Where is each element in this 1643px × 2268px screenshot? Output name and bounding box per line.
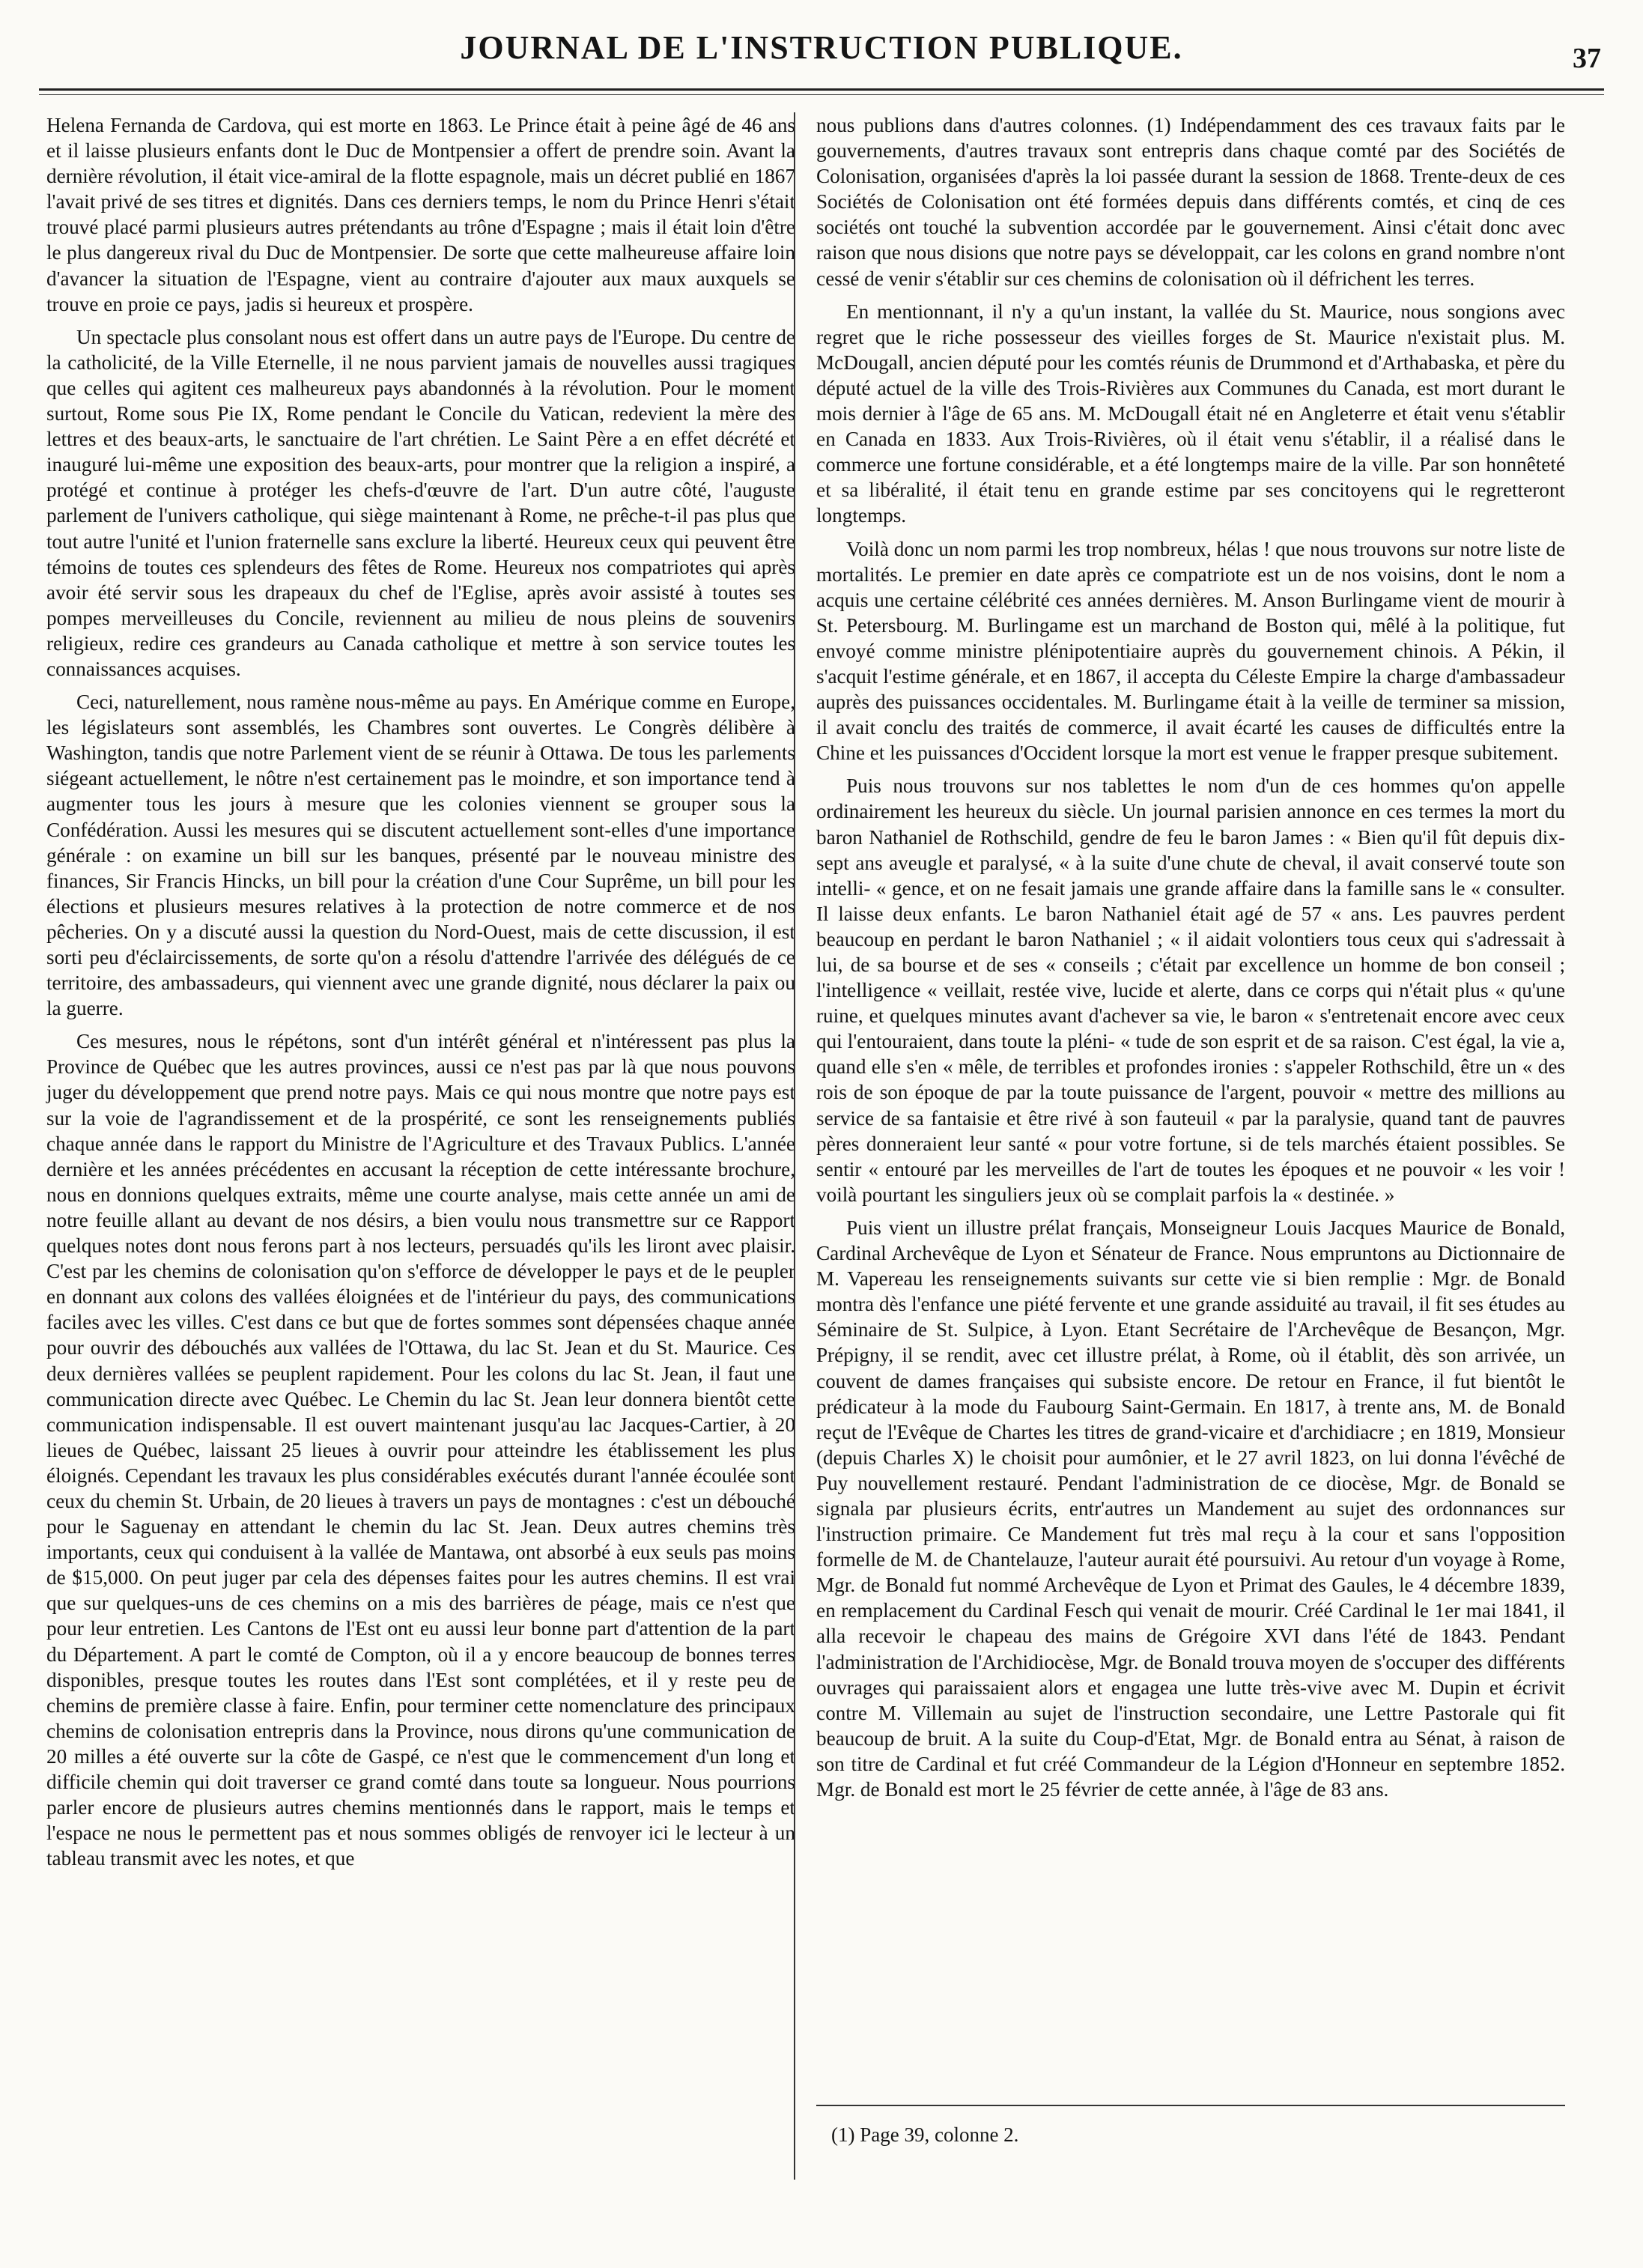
paragraph: Puis vient un illustre prélat français, Monseigneur Louis Jacques Maurice de Bonald, Cardinal Archevêque de Lyon et Sénateur de France. Nous empruntons au Dictionnaire de M. Vapereau les renseignements suivants sur cette vie si bien remplie : Mgr. de Bonald montra dès l'enfance une piété fervente et une grande assiduité au travail, il fit ses études au Séminaire de St. Sulpice, à Lyon. Etant Secrétaire de l'Archevêque de Besançon, Mgr. Prépigny, il se rendit, avec cet illustre prélat, à Rome, où il établit, dès son arrivée, un couvent de dames françaises qui subsiste encore. De retour en France, il fut bientôt le prédicateur à la mode du Faubourg Saint-Germain. En 1817, à trente ans, M. de Bonald reçut de l'Evêque de Chartes les titres de grand-vicaire et d'archidiacre ; en 1819, Monsieur (depuis Charles X) le choisit pour aumônier, et le 27 avril 1823, on lui donna l'évêché de Puy nouvellement restauré. Pendant l'administration de ce diocèse, Mgr. de Bonald se signala par plusieurs écrits, entr'autres un Mandement au sujet des ordonnances sur l'instruction primaire. Ce Mandement fut très mal reçu à la cour et sans l'opposition formelle de M. de Chantelauze, l'auteur aurait été poursuivi. Au retour d'un voyage à Rome, Mgr. de Bonald fut nommé Archevêque de Lyon et Primat des Gaules, le 4 décembre 1839, en remplacement du Cardinal Fesch qui venait de mourir. Créé Cardinal le 1er mai 1841, il alla recevoir le chapeau des mains de Grégoire XVI dans l'été de 1843. Pendant l'administration de l'Archidiocèse, Mgr. de Bonald trouva moyen de s'occuper des différents ouvrages qui paraissaient alors et engagea une lutte très-vive avec M. Dupin et écrivit contre M. Villemain au sujet de l'instruction secondaire, une Lettre Pastorale qui fit beaucoup de bruit. A la suite du Coup-d'Etat, Mgr. de Bonald entra au Sénat, à raison de son titre de Cardinal et fut créé Commandeur de la Légion d'Honneur en septembre 1852. Mgr. de Bonald est mort le 25 février de cette année, à l'âge de 83 ans.	[816, 1216, 1565, 1801]
paragraph: En mentionnant, il n'y a qu'un instant, la vallée du St. Maurice, nous songions avec regret que le riche possesseur des vieilles forges de St. Maurice n'existait plus. M. McDougall, ancien député pour les comtés réunis de Drummond et d'Arthabaska, et père du député actuel de la ville des Trois-Rivières aux Communes du Canada, est mort durant le mois dernier à l'âge de 65 ans. M. McDougall était né en Angleterre et était venu s'établir en Canada en 1833. Aux Trois-Rivières, où il était venu s'établir, il a réalisé dans le commerce une fortune considérable, et a été longtemps maire de la ville. Par son honnêteté et sa libéralité, il était tenu en grande estime par ses concitoyens qui le regretteront longtemps.	[816, 300, 1565, 527]
footnote: (1) Page 39, colonne 2.	[831, 2123, 1019, 2146]
page-number: 37	[1573, 43, 1601, 74]
header-rule-thin	[39, 94, 1604, 95]
column-divider	[794, 112, 795, 2180]
paragraph: Ceci, naturellement, nous ramène nous-même au pays. En Amérique comme en Europe, les législateurs sont assemblés, les Chambres sont ouvertes. Le Congrès délibère à Washington, tandis que notre Parlement vient de se réunir à Ottawa. De tous les parlements siégeant actuellement, le nôtre n'est certainement pas le moindre, et son importance tend à augmenter tous les jours à mesure que les colonies viennent se grouper sous la Confédération. Aussi les mesures qui se discutent actuellement sont-elles d'une importance générale : on examine un bill sur les banques, présenté par le nouveau ministre des finances, Sir Francis Hincks, un bill pour la création d'une Cour Suprême, un bill pour les élections et plusieurs mesures relatives à la protection de notre commerce et de nos pêcheries. On y a discuté aussi la question du Nord-Ouest, mais de cette discussion, il est sorti peu d'éclaircissements, de sorte qu'on a résolu d'attendre l'arrivée des délégués de ce territoire, des ambassadeurs, qui viennent avec une grande dignité, nous déclarer la paix ou la guerre.	[46, 691, 795, 1020]
paragraph: Puis nous trouvons sur nos tablettes le nom d'un de ces hommes qu'on appelle ordinairement les heureux du siècle. Un journal parisien annonce en ces termes la mort du baron Nathaniel de Rothschild, gendre de feu le baron James : « Bien qu'il fût depuis dix-sept ans aveugle et paralysé, « à la suite d'une chute de cheval, il avait conservé toute son intelli- « gence, et on ne fesait jamais une grande affaire dans la famille sans le « consulter. Il laisse deux enfants. Le baron Nathaniel était agé de 57 « ans. Les pauvres perdent beaucoup en perdant le baron Nathaniel ; « il aidait volontiers tous ceux qui s'adressait à lui, de sa bourse et de ses « conseils ; c'était par excellence un homme de bon conseil ; l'intelligence « veillait, restée vive, lucide et alerte, dans ce corps qui n'était plus « qu'une ruine, et quelques minutes avant d'achever sa vie, le baron « s'entretenait encore avec ceux qui l'entouraient, dans toute la pléni- « tude de son esprit et de sa raison. C'est égal, la vie a, quand elle s'en « mêle, de terribles et profondes ironies : s'appeler Rothschild, être un « des rois de son époque de par la toute puissance de l'argent, pouvoir « mettre des millions au service de sa fantaisie et être rivé à son fauteuil « par la paralysie, quand tant de pauvres pères donneraient leur santé « pour votre fortune, si de tels marchés étaient possibles. Se sentir « entouré par les merveilles de l'art de toutes les époques et ne pouvoir « les voir ! voilà pourtant les singuliers jeux où se complait parfois la « destinée. »	[816, 774, 1565, 1206]
journal-title: JOURNAL DE L'INSTRUCTION PUBLIQUE.	[460, 29, 1183, 66]
page-header	[0, 0, 1643, 82]
footnote-rule	[816, 2105, 1565, 2106]
paragraph: nous publions dans d'autres colonnes. (1) Indépendamment des ces travaux faits par le gouvernements, d'autres travaux sont entrepris dans chaque comté par des Sociétés de Colonisation, organisées d'après la loi passée durant la session de 1868. Trente-deux de ces Sociétés de Colonisation ont été formées depuis dans différents comtés, et cinq de ces sociétés ont touché la subvention accordée par le gouvernement. Ainsi c'était donc avec raison que nous disions que notre pays se développait, car les colons en grand nombre n'ont cessé de venir s'établir sur ces chemins de colonisation où il défrichent les terres.	[816, 114, 1565, 290]
paragraph: Helena Fernanda de Cardova, qui est morte en 1863. Le Prince était à peine âgé de 46 ans et il laisse plusieurs enfants dont le Duc de Montpensier a offert de prendre soin. Avant la dernière révolution, il était vice-amiral de la flotte espagnole, mais un décret publié en 1867 l'avait privé de ses titres et dignités. Dans ces derniers temps, le nom du Prince Henri s'était trouvé placé parmi plusieurs autres prétendants au trône d'Espagne ; mais il était loin d'être le plus dangereux rival du Duc de Montpensier. De sorte que cette malheureuse affaire loin d'avancer la situation de l'Espagne, vient au contraire d'ajouter aux maux auxquels se trouve en proie ce pays, jadis si heureux et prospère.	[46, 114, 795, 315]
right-column	[816, 112, 1565, 1810]
paragraph: Voilà donc un nom parmi les trop nombreux, hélas ! que nous trouvons sur notre liste de mortalités. Le premier en date après ce compatriote est un de nos voisins, dont le nom a acquis une certaine célébrité ces années dernières. M. Anson Burlingame vient de mourir à St. Petersbourg. M. Burlingame est un marchand de Boston qui, mêlé à la politique, fut envoyé comme ministre plénipotentiaire auprès du gouvernement chinois. A Pékin, il s'acquit l'estime générale, et en 1867, il accepta du Céleste Empire la charge d'ambassadeur auprès des puissances occidentales. M. Burlingame était à la veille de terminer sa mission, il avait conclu des traités de commerce, il avait écarté les causes de difficultés entre la Chine et les puissances d'Occident lorsque la mort est venue le frapper presque subitement.	[816, 537, 1565, 765]
paragraph: Un spectacle plus consolant nous est offert dans un autre pays de l'Europe. Du centre de la catholicité, de la Ville Eternelle, il ne nous parvient jamais de nouvelles aussi tragiques que celles qui agitent ces malheureux pays abandonnés à la révolution. Pour le moment surtout, Rome sous Pie IX, Rome pendant le Concile du Vatican, redevient la mère des lettres et des beaux-arts, le sanctuaire de l'art chrétien. Le Saint Père a en effet décrété et inauguré lui-même une exposition des beaux-arts, pour montrer que la religion a inspiré, a protégé et continue à protéger les chefs-d'œuvre de l'art. D'un autre côté, l'auguste parlement de l'univers catholique, qui siège maintenant à Rome, ne prêche-t-il pas plus que tout autre l'unité et l'union fraternelle sans exclure la liberté. Heureux ceux qui peuvent être témoins de toutes ces splendeurs des fêtes de Rome. Heureux nos compatriotes qui après avoir été servir sous les drapeaux du chef de l'Eglise, après avoir assisté à toutes ses pompes merveilleuses du Concile, reviennent au milieu de nous pleins de souvenirs religieux, redire ces grandeurs au Canada catholique et mettre à son service toutes les connaissances acquises.	[46, 325, 795, 680]
header-rule-thick	[39, 88, 1604, 91]
paragraph: Ces mesures, nous le répétons, sont d'un intérêt général et n'intéressent pas plus la Province de Québec que les autres provinces, aussi ce n'est pas par là que nous pouvons juger du développement que prend notre pays. Mais ce qui nous montre que notre pays est sur la voie de l'agrandissement et de la prospérité, ce sont les renseignements publiés chaque année dans le rapport du Ministre de l'Agriculture et des Travaux Publics. L'année dernière et les années précédentes en accusant la réception de cette intéressante brochure, nous en donnions quelques extraits, même une courte analyse, mais cette année un ami de notre feuille allant au devant de nos désirs, a bien voulu nous transmettre sur ce Rapport quelques notes dont nous ferons part à nos lecteurs, persuadés qu'ils les liront avec plaisir. C'est par les chemins de colonisation qu'on s'efforce de développer le pays et de le peupler en donnant aux colons des vallées éloignées et de l'intérieur du pays, des communications faciles avec les villes. C'est dans ce but que de fortes sommes sont dépensées chaque année pour ouvrir des débouchés aux vallées de l'Ottawa, du lac St. Jean et du St. Maurice. Ces deux dernières vallées se peuplent rapidement. Pour les colons du lac St. Jean, il faut une communication directe avec Québec. Le Chemin du lac St. Jean leur donnera bientôt cette communication indispensable. Il est ouvert maintenant jusqu'au lac Jacques-Cartier, à 20 lieues de Québec, laissant 25 lieues à ouvrir pour atteindre les établissement les plus éloignés. Cependant les travaux les plus considérables exécutés durant l'année écoulée sont ceux du chemin St. Urbain, de 20 lieues à travers un pays de montagnes : c'est un débouché pour le Saguenay en attendant le chemin du lac St. Jean. Deux autres chemins très importants, ceux qui conduisent à la vallée de Mantawa, ont absorbé à eux seuls pas moins de $15,000. On peut juger par cela des dépenses faites pour les autres chemins. Il est vrai que sur quelques-uns de ces chemins on a mis des barrières de péage, mais ce n'est que pour leur entretien. Les Cantons de l'Est ont eu aussi leur bonne part d'attention de la part du Département. A part le comté de Compton, où il a y encore beaucoup de bonnes terres disponibles, presque toutes les routes dans l'Est sont complétées, et il y reste peu de chemins de première classe à faire. Enfin, pour terminer cette nomenclature des principaux chemins de colonisation entrepris dans la Province, nous dirons qu'une communication de 20 milles a été ouverte sur la côte de Gaspé, ce n'est que le commencement d'un long et difficile chemin qui doit traverser ce grand comté dans toute sa longueur. Nous pourrions parler encore de plusieurs autres chemins mentionnés dans le rapport, mais le temps et l'espace ne nous le permettent pas et nous sommes obligés de renvoyer ici le lecteur à un tableau transmit avec les notes, et que	[46, 1030, 795, 1870]
left-column	[46, 112, 795, 1879]
